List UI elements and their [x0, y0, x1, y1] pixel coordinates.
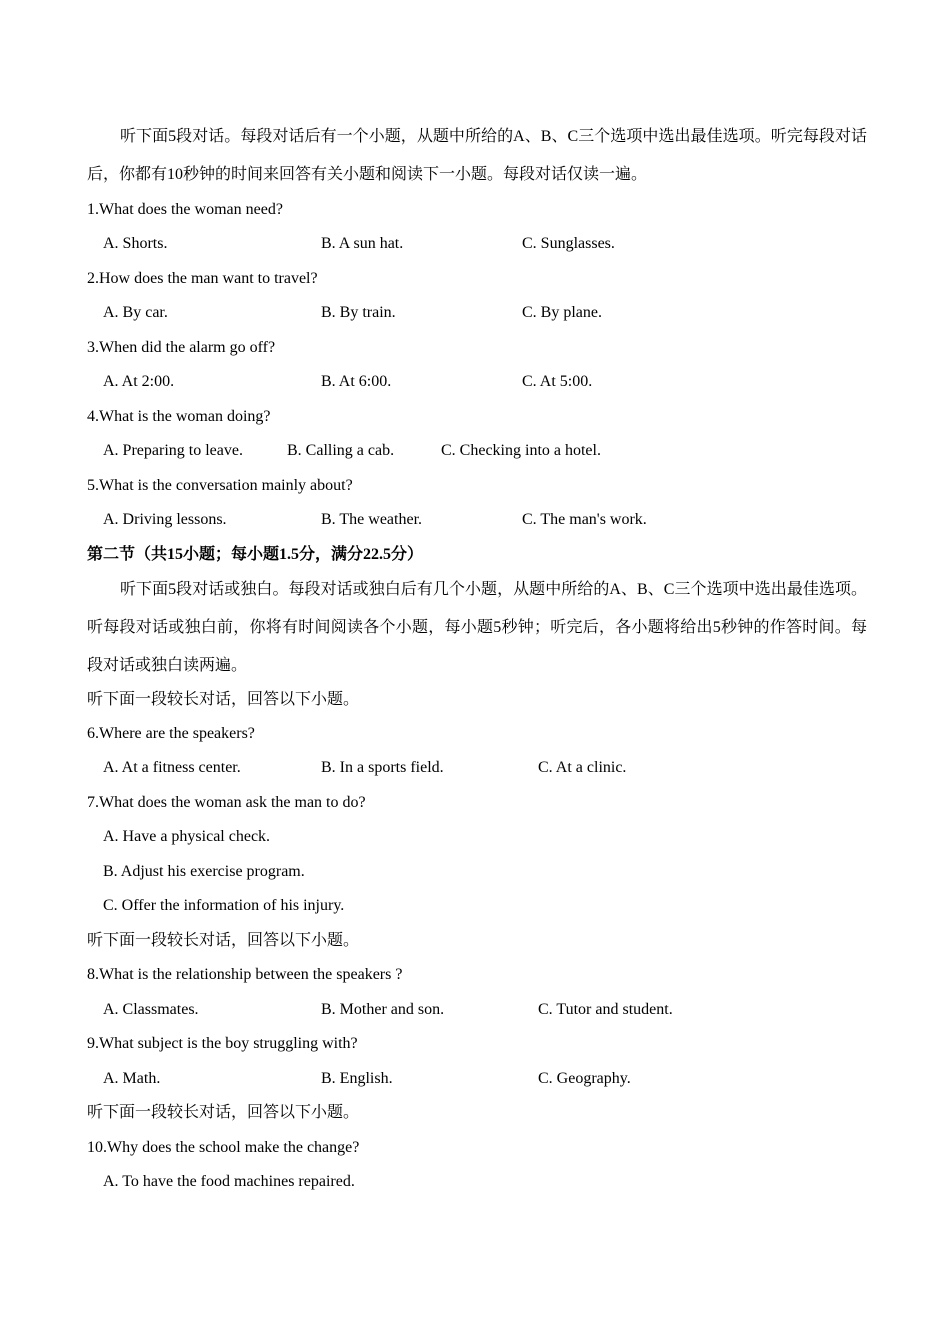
question-9: 9.What subject is the boy struggling with?: [87, 1035, 358, 1052]
q1-option-c: C. Sunglasses.: [522, 235, 615, 252]
q9-option-b: B. English.: [321, 1070, 393, 1087]
listen-prompt-3: 听下面一段较长对话，回答以下小题。: [87, 1104, 360, 1121]
q4-option-c: C. Checking into a hotel.: [441, 442, 601, 459]
q3-option-b: B. At 6:00.: [321, 373, 392, 390]
q1-option-b: B. A sun hat.: [321, 235, 404, 252]
listen-prompt-1: 听下面一段较长对话，回答以下小题。: [87, 691, 360, 708]
q2-option-a: A. By car.: [103, 304, 168, 321]
question-5: 5.What is the conversation mainly about?: [87, 477, 353, 494]
q7-option-a: A. Have a physical check.: [103, 828, 271, 845]
q7-option-c: C. Offer the information of his injury.: [103, 897, 345, 914]
q6-option-c: C. At a clinic.: [538, 759, 627, 776]
q9-option-a: A. Math.: [103, 1070, 161, 1087]
q8-option-c: C. Tutor and student.: [538, 1001, 673, 1018]
question-6: 6.Where are the speakers?: [87, 725, 255, 742]
q9-option-c: C. Geography.: [538, 1070, 631, 1087]
q8-option-b: B. Mother and son.: [321, 1001, 445, 1018]
q5-option-a: A. Driving lessons.: [103, 511, 227, 528]
q5-option-b: B. The weather.: [321, 511, 423, 528]
section1-instructions: 听下面5段对话。每段对话后有一个小题，从题中所给的A、B、C三个选项中选出最佳选项。听完每段对话后，你都有10秒钟的时间来回答有关小题和阅读下一小题。每段对话仅读一遍。: [87, 128, 867, 183]
q1-option-a: A. Shorts.: [103, 235, 168, 252]
q6-option-a: A. At a fitness center.: [103, 759, 241, 776]
q2-option-c: C. By plane.: [522, 304, 602, 321]
q6-option-b: B. In a sports field.: [321, 759, 444, 776]
question-7: 7.What does the woman ask the man to do?: [87, 794, 366, 811]
section2-instructions: 听下面5段对话或独白。每段对话或独白后有几个小题，从题中所给的A、B、C三个选项中选出最佳选项。听每段对话或独白前，你将有时间阅读各个小题，每小题5秒钟；听完后，各小题将给出5秒钟的作答时间。每段对话或独白读两遍。: [87, 581, 867, 674]
q8-option-a: A. Classmates.: [103, 1001, 199, 1018]
question-1: 1.What does the woman need?: [87, 201, 283, 218]
section2-heading: 第二节（共15小题；每小题1.5分，满分22.5分）: [87, 546, 424, 563]
q3-option-a: A. At 2:00.: [103, 373, 175, 390]
q5-option-c: C. The man's work.: [522, 511, 647, 528]
q10-option-a: A. To have the food machines repaired.: [103, 1173, 355, 1190]
q4-option-b: B. Calling a cab.: [287, 442, 395, 459]
listen-prompt-2: 听下面一段较长对话，回答以下小题。: [87, 932, 360, 949]
question-3: 3.When did the alarm go off?: [87, 339, 276, 356]
question-10: 10.Why does the school make the change?: [87, 1139, 360, 1156]
question-8: 8.What is the relationship between the speakers ?: [87, 966, 403, 983]
q2-option-b: B. By train.: [321, 304, 396, 321]
q7-option-b: B. Adjust his exercise program.: [103, 863, 305, 880]
q3-option-c: C. At 5:00.: [522, 373, 593, 390]
question-2: 2.How does the man want to travel?: [87, 270, 318, 287]
question-4: 4.What is the woman doing?: [87, 408, 271, 425]
q4-option-a: A. Preparing to leave.: [103, 442, 243, 459]
